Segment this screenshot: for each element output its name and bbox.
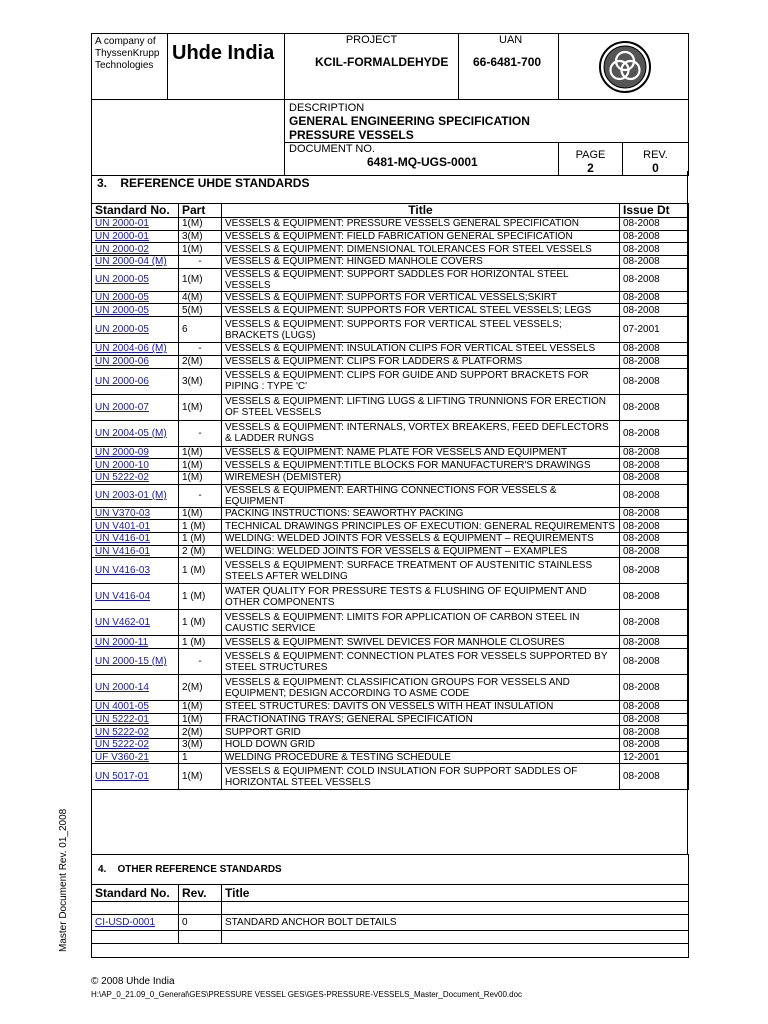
table-row bbox=[92, 751, 689, 764]
uan-label: UAN bbox=[499, 34, 523, 46]
table-row bbox=[92, 218, 689, 231]
table-row bbox=[92, 507, 689, 520]
table-row bbox=[92, 558, 689, 584]
issue-date-cell: 08-2008 bbox=[620, 368, 689, 394]
part-cell: 1 (M) bbox=[179, 636, 222, 649]
title-cell: VESSELS & EQUIPMENT: SUPPORTS FOR VERTICAL STEEL VESSELS; BRACKETS (LUGS) bbox=[222, 317, 620, 343]
standard-link[interactable]: UN 2000-10 bbox=[92, 459, 179, 472]
table-row bbox=[92, 675, 689, 701]
part-cell: 2(M) bbox=[179, 726, 222, 739]
part-cell: 1(M) bbox=[179, 459, 222, 472]
part-cell: - bbox=[179, 484, 222, 507]
page-label: PAGE bbox=[575, 149, 606, 161]
standard-link[interactable]: UN V416-04 bbox=[92, 584, 179, 610]
part-cell: 1(M) bbox=[179, 764, 222, 790]
issue-date-cell: 12-2001 bbox=[620, 751, 689, 764]
title-cell: HOLD DOWN GRID bbox=[222, 739, 620, 752]
standard-link[interactable]: UN 5222-02 bbox=[92, 726, 179, 739]
page-value: 2 bbox=[587, 161, 594, 175]
part-cell: 1(M) bbox=[179, 243, 222, 256]
standard-link[interactable]: UN V416-03 bbox=[92, 558, 179, 584]
part-cell: 3(M) bbox=[179, 739, 222, 752]
standard-link[interactable]: UN 2004-05 (M) bbox=[92, 420, 179, 446]
title-cell: VESSELS & EQUIPMENT: INTERNALS, VORTEX BREAKERS, FEED DEFLECTORS & LADDER RUNGS bbox=[222, 420, 620, 446]
standard-link[interactable]: UN 2000-14 bbox=[92, 675, 179, 701]
issue-date-cell: 08-2008 bbox=[620, 701, 689, 714]
issue-date-cell: 08-2008 bbox=[620, 545, 689, 558]
standard-link[interactable]: UN 2000-06 bbox=[92, 355, 179, 368]
table-row bbox=[92, 701, 689, 714]
part-cell: 1(M) bbox=[179, 446, 222, 459]
issue-date-cell: 08-2008 bbox=[620, 532, 689, 545]
table-row bbox=[92, 291, 689, 304]
standard-link[interactable]: UN 2004-06 (M) bbox=[92, 343, 179, 356]
issue-date-cell: 08-2008 bbox=[620, 394, 689, 420]
table-row bbox=[92, 764, 689, 790]
standard-link[interactable]: UN 2000-05 bbox=[92, 291, 179, 304]
rev-value-cell: 0 bbox=[179, 915, 222, 931]
table-row bbox=[92, 649, 689, 675]
table-row bbox=[92, 368, 689, 394]
company-affiliation: A company of ThyssenKrupp Technologies bbox=[92, 34, 168, 100]
part-cell: 3(M) bbox=[179, 368, 222, 394]
standard-link[interactable]: UN 2000-06 bbox=[92, 368, 179, 394]
table-row bbox=[92, 355, 689, 368]
table-row bbox=[92, 713, 689, 726]
rev-label: REV. bbox=[643, 149, 668, 161]
col-header-standard: Standard No. bbox=[92, 885, 179, 902]
part-cell: 1 (M) bbox=[179, 520, 222, 533]
blank-cell bbox=[92, 100, 285, 143]
footer-copyright: © 2008 Uhde India bbox=[91, 976, 175, 987]
table-row bbox=[92, 532, 689, 545]
issue-date-cell: 08-2008 bbox=[620, 268, 689, 291]
issue-date-cell: 08-2008 bbox=[620, 610, 689, 636]
part-cell: 2(M) bbox=[179, 355, 222, 368]
standard-link[interactable]: UN 2000-15 (M) bbox=[92, 649, 179, 675]
issue-date-cell: 08-2008 bbox=[620, 218, 689, 231]
title-cell: STANDARD ANCHOR BOLT DETAILS bbox=[222, 915, 689, 931]
table-row bbox=[92, 268, 689, 291]
title-cell: VESSELS & EQUIPMENT: CLASSIFICATION GROUPS FOR VESSELS AND EQUIPMENT; DESIGN ACCORDING TO ASME CODE bbox=[222, 675, 620, 701]
table-row bbox=[92, 446, 689, 459]
table-header-row bbox=[92, 204, 689, 218]
title-cell: VESSELS & EQUIPMENT: LIFTING LUGS & LIFTING TRUNNIONS FOR ERECTION OF STEEL VESSELS bbox=[222, 394, 620, 420]
project-cell bbox=[285, 34, 459, 100]
standard-link[interactable]: UN V401-01 bbox=[92, 520, 179, 533]
table-row bbox=[92, 256, 689, 269]
issue-date-cell: 08-2008 bbox=[620, 520, 689, 533]
table-row bbox=[92, 471, 689, 484]
issue-date-cell: 08-2008 bbox=[620, 291, 689, 304]
part-cell: 1(M) bbox=[179, 218, 222, 231]
standard-link[interactable]: UN 2003-01 (M) bbox=[92, 484, 179, 507]
title-cell: VESSELS & EQUIPMENT: CONNECTION PLATES FOR VESSELS SUPPORTED BY STEEL STRUCTURES bbox=[222, 649, 620, 675]
part-cell: 1 (M) bbox=[179, 584, 222, 610]
standard-link[interactable]: UN 2000-04 (M) bbox=[92, 256, 179, 269]
description-cell bbox=[285, 100, 689, 143]
standard-link[interactable]: UN V416-01 bbox=[92, 545, 179, 558]
rev-value: 0 bbox=[652, 161, 659, 175]
col-header-issue-date: Issue Dt bbox=[620, 204, 689, 218]
section3-title: 3. REFERENCE UHDE STANDARDS bbox=[97, 176, 310, 190]
part-cell: 4(M) bbox=[179, 291, 222, 304]
table-row bbox=[92, 739, 689, 752]
part-cell: 1 (M) bbox=[179, 558, 222, 584]
part-cell: 1(M) bbox=[179, 701, 222, 714]
title-cell: VESSELS & EQUIPMENT: SUPPORT SADDLES FOR HORIZONTAL STEEL VESSELS bbox=[222, 268, 620, 291]
col-header-rev: Rev. bbox=[179, 885, 222, 902]
issue-date-cell: 08-2008 bbox=[620, 764, 689, 790]
title-cell: VESSELS & EQUIPMENT: CLIPS FOR LADDERS & PLATFORMS bbox=[222, 355, 620, 368]
standard-link[interactable]: UN V462-01 bbox=[92, 610, 179, 636]
table-row bbox=[92, 243, 689, 256]
issue-date-cell: 08-2008 bbox=[620, 636, 689, 649]
title-cell: WELDING: WELDED JOINTS FOR VESSELS & EQUIPMENT – REQUIREMENTS bbox=[222, 532, 620, 545]
part-cell: - bbox=[179, 649, 222, 675]
uan-cell bbox=[459, 34, 559, 100]
title-cell: VESSELS & EQUIPMENT: SWIVEL DEVICES FOR MANHOLE CLOSURES bbox=[222, 636, 620, 649]
col-header-title: Title bbox=[222, 885, 689, 902]
document-value: 6481-MQ-UGS-0001 bbox=[367, 155, 478, 169]
issue-date-cell: 08-2008 bbox=[620, 484, 689, 507]
standard-link[interactable]: UN 2000-01 bbox=[92, 218, 179, 231]
table-row bbox=[92, 584, 689, 610]
issue-date-cell: 08-2008 bbox=[620, 343, 689, 356]
part-cell: 2(M) bbox=[179, 675, 222, 701]
title-cell: TECHNICAL DRAWINGS PRINCIPLES OF EXECUTION: GENERAL REQUIREMENTS bbox=[222, 520, 620, 533]
title-cell: PACKING INSTRUCTIONS: SEAWORTHY PACKING bbox=[222, 507, 620, 520]
title-cell: VESSELS & EQUIPMENT: FIELD FABRICATION GENERAL SPECIFICATION bbox=[222, 230, 620, 243]
uan-value: 66-6481-700 bbox=[473, 55, 542, 69]
issue-date-cell: 08-2008 bbox=[620, 649, 689, 675]
issue-date-cell: 08-2008 bbox=[620, 507, 689, 520]
standard-link[interactable]: UN 5222-01 bbox=[92, 713, 179, 726]
table-row bbox=[92, 420, 689, 446]
col-header-standard: Standard No. bbox=[92, 204, 179, 218]
title-cell: STEEL STRUCTURES: DAVITS ON VESSELS WITH HEAT INSULATION bbox=[222, 701, 620, 714]
standard-link[interactable]: UN 5222-02 bbox=[92, 739, 179, 752]
standard-link[interactable]: UN 2000-09 bbox=[92, 446, 179, 459]
table-row bbox=[92, 394, 689, 420]
description-line2: PRESSURE VESSELS bbox=[289, 128, 414, 142]
title-cell: VESSELS & EQUIPMENT: NAME PLATE FOR VESSELS AND EQUIPMENT bbox=[222, 446, 620, 459]
table-row bbox=[92, 459, 689, 472]
table-row bbox=[92, 304, 689, 317]
reference-standards-table bbox=[91, 203, 689, 790]
other-standards-table bbox=[91, 854, 689, 958]
table-row bbox=[92, 915, 689, 931]
standard-link[interactable]: CI-USD-0001 bbox=[92, 915, 179, 931]
table-row bbox=[92, 636, 689, 649]
thyssenkrupp-logo-icon bbox=[590, 39, 660, 95]
table-row bbox=[92, 484, 689, 507]
standard-link[interactable]: UN V416-01 bbox=[92, 532, 179, 545]
title-cell: VESSELS & EQUIPMENT: COLD INSULATION FOR SUPPORT SADDLES OF HORIZONTAL STEEL VESSELS bbox=[222, 764, 620, 790]
part-cell: 1(M) bbox=[179, 471, 222, 484]
part-cell: 1(M) bbox=[179, 507, 222, 520]
issue-date-cell: 08-2008 bbox=[620, 726, 689, 739]
project-label: PROJECT bbox=[345, 34, 398, 46]
part-cell: - bbox=[179, 256, 222, 269]
table-row bbox=[92, 545, 689, 558]
company-name: Uhde India bbox=[168, 34, 285, 100]
issue-date-cell: 08-2008 bbox=[620, 739, 689, 752]
title-cell: SUPPORT GRID bbox=[222, 726, 620, 739]
title-cell: VESSELS & EQUIPMENT: SURFACE TREATMENT OF AUSTENITIC STAINLESS STEELS AFTER WELDING bbox=[222, 558, 620, 584]
side-master-document-text: Master Document Rev. 01_2008 bbox=[58, 808, 69, 952]
standard-link[interactable]: UN 5017-01 bbox=[92, 764, 179, 790]
standard-link[interactable]: UN 4001-05 bbox=[92, 701, 179, 714]
standard-link[interactable]: UF V360-21 bbox=[92, 751, 179, 764]
title-cell: VESSELS & EQUIPMENT:TITLE BLOCKS FOR MANUFACTURER'S DRAWINGS bbox=[222, 459, 620, 472]
issue-date-cell: 08-2008 bbox=[620, 446, 689, 459]
title-cell: VESSELS & EQUIPMENT: SUPPORTS FOR VERTICAL VESSELS;SKIRT bbox=[222, 291, 620, 304]
issue-date-cell: 08-2008 bbox=[620, 584, 689, 610]
standard-link[interactable]: UN 5222-02 bbox=[92, 471, 179, 484]
title-cell: FRACTIONATING TRAYS; GENERAL SPECIFICATION bbox=[222, 713, 620, 726]
table-row bbox=[92, 520, 689, 533]
project-value: KCIL-FORMALDEHYDE bbox=[315, 55, 449, 69]
part-cell: 1(M) bbox=[179, 713, 222, 726]
issue-date-cell: 08-2008 bbox=[620, 230, 689, 243]
issue-date-cell: 08-2008 bbox=[620, 256, 689, 269]
standard-link[interactable]: UN 2000-07 bbox=[92, 394, 179, 420]
part-cell: 1 bbox=[179, 751, 222, 764]
description-line1: GENERAL ENGINEERING SPECIFICATION bbox=[289, 114, 530, 128]
issue-date-cell: 08-2008 bbox=[620, 304, 689, 317]
title-cell: VESSELS & EQUIPMENT: PRESSURE VESSELS GENERAL SPECIFICATION bbox=[222, 218, 620, 231]
title-cell: VESSELS & EQUIPMENT: LIMITS FOR APPLICATION OF CARBON STEEL IN CAUSTIC SERVICE bbox=[222, 610, 620, 636]
title-cell: VESSELS & EQUIPMENT: EARTHING CONNECTIONS FOR VESSELS & EQUIPMENT bbox=[222, 484, 620, 507]
table-row bbox=[92, 317, 689, 343]
description-label: DESCRIPTION bbox=[289, 102, 365, 114]
table-row bbox=[92, 610, 689, 636]
part-cell: 1(M) bbox=[179, 268, 222, 291]
part-cell: 3(M) bbox=[179, 230, 222, 243]
part-cell: 6 bbox=[179, 317, 222, 343]
standard-link[interactable]: UN 2000-05 bbox=[92, 317, 179, 343]
part-cell: - bbox=[179, 343, 222, 356]
col-header-part: Part bbox=[179, 204, 222, 218]
issue-date-cell: 08-2008 bbox=[620, 713, 689, 726]
issue-date-cell: 08-2008 bbox=[620, 420, 689, 446]
issue-date-cell: 08-2008 bbox=[620, 243, 689, 256]
issue-date-cell: 08-2008 bbox=[620, 558, 689, 584]
title-cell: VESSELS & EQUIPMENT: DIMENSIONAL TOLERANCES FOR STEEL VESSELS bbox=[222, 243, 620, 256]
title-cell: WIREMESH (DEMISTER) bbox=[222, 471, 620, 484]
standard-link[interactable]: UN 2000-01 bbox=[92, 230, 179, 243]
standard-link[interactable]: UN V370-03 bbox=[92, 507, 179, 520]
document-label: DOCUMENT NO. bbox=[289, 143, 375, 155]
issue-date-cell: 08-2008 bbox=[620, 355, 689, 368]
title-cell: WELDING PROCEDURE & TESTING SCHEDULE bbox=[222, 751, 620, 764]
table-row bbox=[92, 230, 689, 243]
title-cell: VESSELS & EQUIPMENT: SUPPORTS FOR VERTICAL STEEL VESSELS; LEGS bbox=[222, 304, 620, 317]
table-row bbox=[92, 343, 689, 356]
standard-link[interactable]: UN 2000-02 bbox=[92, 243, 179, 256]
issue-date-cell: 08-2008 bbox=[620, 471, 689, 484]
issue-date-cell: 08-2008 bbox=[620, 675, 689, 701]
standard-link[interactable]: UN 2000-11 bbox=[92, 636, 179, 649]
standard-link[interactable]: UN 2000-05 bbox=[92, 304, 179, 317]
standard-link[interactable]: UN 2000-05 bbox=[92, 268, 179, 291]
part-cell: 2 (M) bbox=[179, 545, 222, 558]
section4-title: 4. OTHER REFERENCE STANDARDS bbox=[92, 855, 689, 885]
footer-file-path: H:\AP_0_21.09_0_General\GES\PRESSURE VESSEL GES\GES-PRESSURE-VESSELS_Master_Document_Rev00.doc bbox=[91, 990, 523, 999]
title-cell: WELDING: WELDED JOINTS FOR VESSELS & EQUIPMENT – EXAMPLES bbox=[222, 545, 620, 558]
title-cell: VESSELS & EQUIPMENT: INSULATION CLIPS FOR VERTICAL STEEL VESSELS bbox=[222, 343, 620, 356]
title-cell: VESSELS & EQUIPMENT: CLIPS FOR GUIDE AND SUPPORT BRACKETS FOR PIPING : TYPE 'C' bbox=[222, 368, 620, 394]
part-cell: 1 (M) bbox=[179, 532, 222, 545]
title-cell: WATER QUALITY FOR PRESSURE TESTS & FLUSHING OF EQUIPMENT AND OTHER COMPONENTS bbox=[222, 584, 620, 610]
col-header-title: Title bbox=[222, 204, 620, 218]
table-row bbox=[92, 726, 689, 739]
issue-date-cell: 08-2008 bbox=[620, 459, 689, 472]
issue-date-cell: 07-2001 bbox=[620, 317, 689, 343]
part-cell: 1(M) bbox=[179, 394, 222, 420]
title-cell: VESSELS & EQUIPMENT: HINGED MANHOLE COVERS bbox=[222, 256, 620, 269]
part-cell: 5(M) bbox=[179, 304, 222, 317]
part-cell: - bbox=[179, 420, 222, 446]
part-cell: 1 (M) bbox=[179, 610, 222, 636]
